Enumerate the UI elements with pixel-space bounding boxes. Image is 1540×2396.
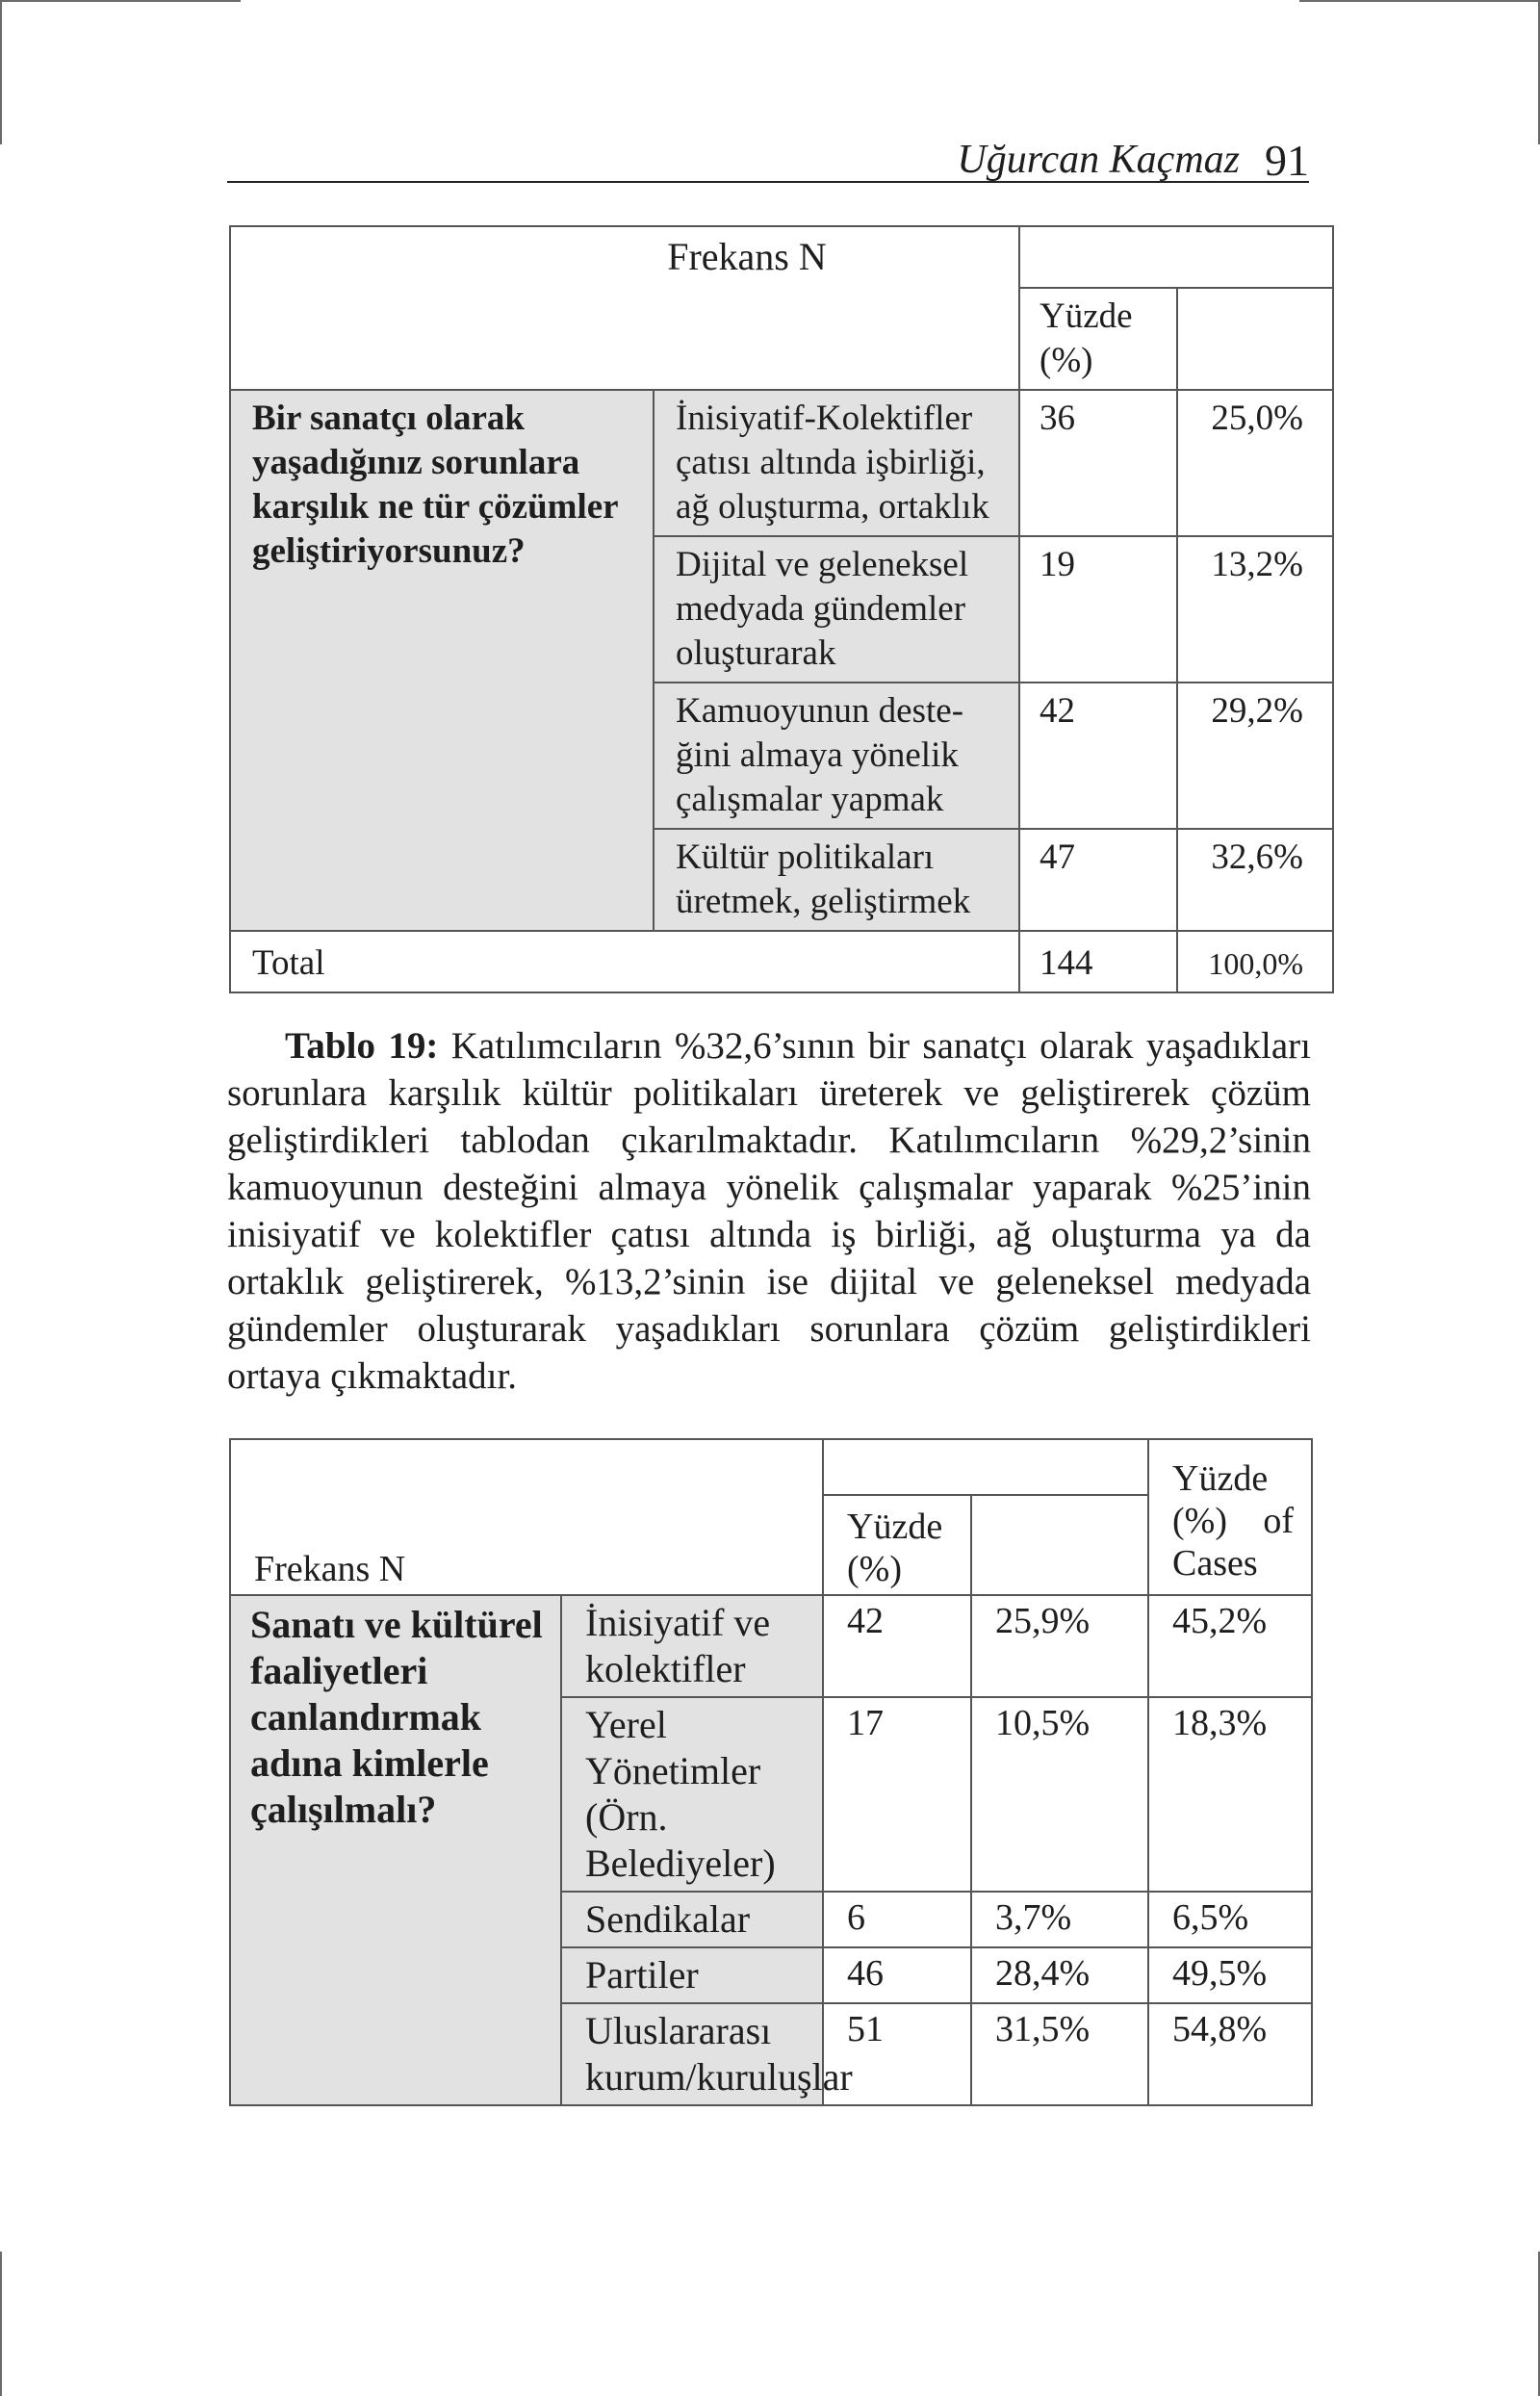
frequency-value: 19 bbox=[1019, 536, 1177, 683]
answer-label: Dijital ve geleneksel medyada gündemler oluşturarak bbox=[654, 536, 1019, 683]
crop-mark bbox=[0, 0, 2, 144]
crop-mark bbox=[0, 2252, 2, 2396]
answer-label: İnisiyatif-Kolektifler çatısı altında işbirliği, ağ oluşturma, ortaklık bbox=[654, 390, 1019, 536]
percent-value: 31,5% bbox=[971, 2003, 1148, 2105]
percent-value: 10,5% bbox=[971, 1697, 1148, 1892]
frequency-value: 17 bbox=[823, 1697, 971, 1892]
percent-value: 32,6% bbox=[1177, 829, 1333, 931]
percent-of-cases-value: 54,8% bbox=[1148, 2003, 1312, 2105]
yuzde-header: Yüzde (%) bbox=[823, 1495, 971, 1595]
frequency-value: 6 bbox=[823, 1892, 971, 1947]
answer-label: Partiler bbox=[561, 1947, 823, 2003]
frequency-value: 47 bbox=[1019, 829, 1177, 931]
frequency-value: 36 bbox=[1019, 390, 1177, 536]
table-commentary bbox=[227, 1022, 1311, 1400]
header-empty-cell bbox=[971, 1495, 1148, 1595]
frequency-value: 51 bbox=[823, 2003, 971, 2105]
total-frequency: 144 bbox=[1019, 931, 1177, 992]
percent-of-cases-value: 45,2% bbox=[1148, 1595, 1312, 1697]
answer-label: Sendikalar bbox=[561, 1892, 823, 1947]
header-empty-cell bbox=[1177, 288, 1333, 390]
frequency-value: 42 bbox=[823, 1595, 971, 1697]
percent-value: 3,7% bbox=[971, 1892, 1148, 1947]
yuzde-of-cases-header: Yüzde (%) of Cases bbox=[1148, 1439, 1312, 1595]
percent-of-cases-value: 6,5% bbox=[1148, 1892, 1312, 1947]
running-header bbox=[227, 133, 1309, 183]
author-name: Uğurcan Kaçmaz bbox=[957, 138, 1240, 182]
header-empty-cell bbox=[823, 1439, 1148, 1495]
percent-value: 25,9% bbox=[971, 1595, 1148, 1697]
table-caption: Tablo 19: bbox=[285, 1025, 439, 1067]
total-label: Total bbox=[230, 931, 1019, 992]
answer-label: Yerel Yönetimler (Örn. Belediyeler) bbox=[561, 1697, 823, 1892]
answer-label: Uluslararası kurum/kuruluşlar bbox=[561, 2003, 823, 2105]
question-cell: Sanatı ve kültürel faaliyetleri canlandırmak adına kimlerle çalışılmalı? bbox=[230, 1595, 561, 2105]
question-cell: Bir sanatçı olarak yaşadığınız sorunlara karşılık ne tür çözümler geliştiriyorsunuz? bbox=[230, 390, 654, 931]
percent-of-cases-value: 49,5% bbox=[1148, 1947, 1312, 2003]
page-number: 91 bbox=[1265, 136, 1309, 185]
percent-value: 25,0% bbox=[1177, 390, 1333, 536]
percent-value: 28,4% bbox=[971, 1947, 1148, 2003]
collaborators-table bbox=[229, 1438, 1313, 2106]
percent-value: 29,2% bbox=[1177, 683, 1333, 829]
answer-label: Kamuoyunun deste-ğini almaya yönelik çalışmalar yapmak bbox=[654, 683, 1019, 829]
frequency-value: 42 bbox=[1019, 683, 1177, 829]
frekans-header: Frekans N bbox=[230, 226, 1019, 390]
answer-label: Kültür politikaları üretmek, geliştirmek bbox=[654, 829, 1019, 931]
solutions-table bbox=[229, 225, 1334, 993]
commentary-text: Katılımcıların %32,6’sının bir sanatçı olarak yaşadıkları sorunlara karşılık kültür politikaları üreterek ve geliştirerek çözüm geliştirdikleri tablodan çıkarılmaktadır. Katılımcıların %29,2’sinin kamuoyunun desteğini almaya yönelik çalışmalar yaparak %25’inin inisiyatif ve kolektifler çatısı altında iş birliği, ağ oluşturma ya da ortaklık geliştirerek, %13,2’sinin ise dijital ve geleneksel medyada gündemler oluşturarak yaşadıkları sorunlara çözüm geliştirdikleri ortaya çıkmaktadır. bbox=[227, 1025, 1311, 1397]
percent-of-cases-value: 18,3% bbox=[1148, 1697, 1312, 1892]
percent-value: 13,2% bbox=[1177, 536, 1333, 683]
header-empty-cell bbox=[1019, 226, 1333, 288]
crop-mark bbox=[0, 0, 241, 2]
total-percent: 100,0% bbox=[1177, 931, 1333, 992]
yuzde-header: Yüzde (%) bbox=[1019, 288, 1177, 390]
frequency-value: 46 bbox=[823, 1947, 971, 2003]
frekans-header: Frekans N bbox=[230, 1439, 823, 1595]
crop-mark bbox=[1299, 0, 1540, 2]
answer-label: İnisiyatif ve kolektifler bbox=[561, 1595, 823, 1697]
